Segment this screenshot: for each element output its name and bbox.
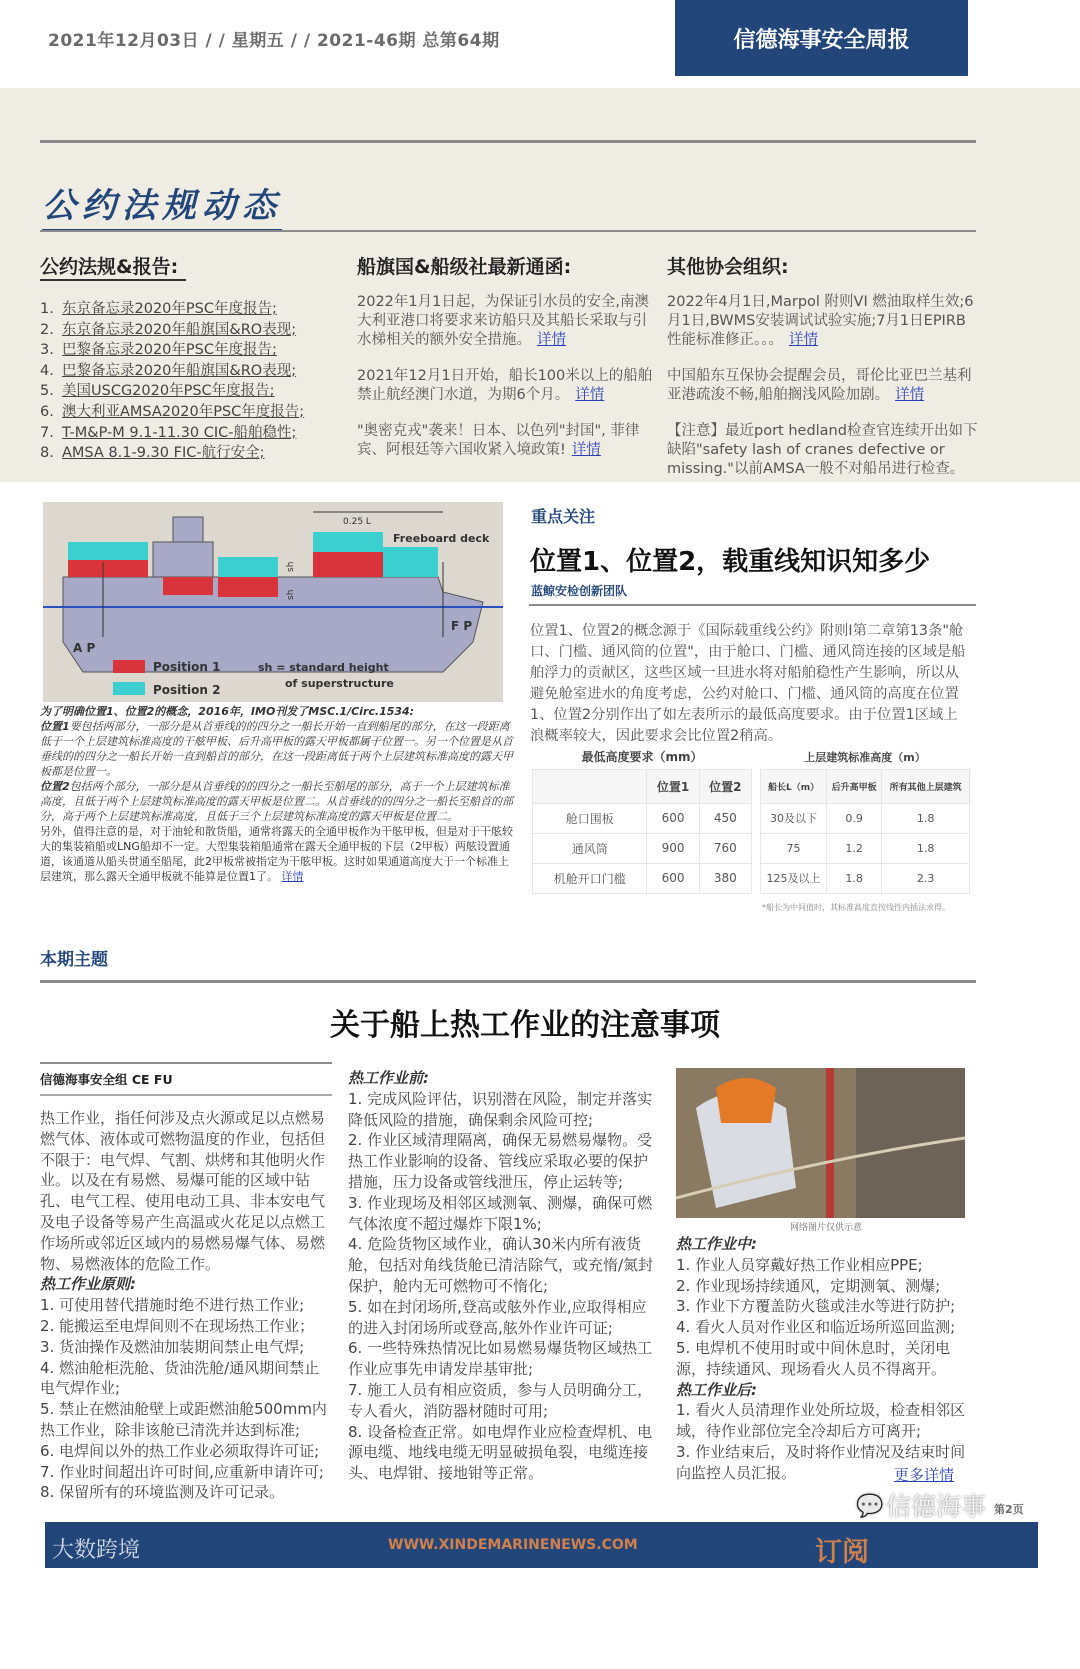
regulation-link[interactable]: 东京备忘录2020年船旗国&RO表现; <box>62 321 297 338</box>
principles-item: 5. 禁止在燃油舱壁上或距燃油舱500mm内热工作业，除非该舱已清洗并达到标准; <box>40 1400 327 1439</box>
regulation-link[interactable]: 巴黎备忘录2020年船旗国&RO表现; <box>62 362 297 379</box>
details-link[interactable]: 详情 <box>895 387 925 403</box>
legend-swatch-p1 <box>113 660 145 673</box>
table-cell: 450 <box>699 803 751 833</box>
table-cell: 380 <box>699 863 751 893</box>
table-cell: 30及以下 <box>761 803 827 833</box>
regulation-item <box>40 361 304 382</box>
theme-column-1 <box>40 1108 330 1503</box>
regulation-item <box>40 320 304 341</box>
col1-heading: 公约法规&报告: <box>40 252 186 281</box>
principles-item: 4. 燃油舱柜洗舱、货油洗舱/通风期间禁止电气焊作业; <box>40 1358 320 1398</box>
details-link[interactable]: 详情 <box>571 442 601 458</box>
item-number: 6. <box>40 403 54 420</box>
legend-position-1: Position 1 <box>153 660 221 674</box>
divider <box>40 1094 332 1096</box>
details-link[interactable]: 详情 <box>789 332 818 348</box>
position-2-area <box>68 542 148 560</box>
position-1-area <box>68 560 148 577</box>
regulation-link[interactable]: 澳大利亚AMSA2020年PSC年度报告; <box>62 403 305 420</box>
principles-item: 6. 电焊间以外的热工作业必须取得许可证; <box>40 1441 320 1460</box>
during-item: 5. 电焊机不使用时或中间休息时，关闭电源，持续通风、现场看火人员不得离开。 <box>676 1338 951 1378</box>
principles-item: 3. 货油操作及燃油加装期间禁止电气焊; <box>40 1337 305 1356</box>
table-row <box>533 863 752 893</box>
table-header: 所有其他上层建筑 <box>882 769 970 803</box>
caption-lead: 位置1 <box>40 720 70 733</box>
theme-column-2 <box>348 1068 660 1484</box>
table-cell: 125及以上 <box>761 863 827 893</box>
table-title: 最低高度要求（mm） <box>533 745 752 769</box>
table-row <box>761 863 970 893</box>
association-news <box>667 293 979 496</box>
regulation-item <box>40 443 304 464</box>
table-cell: 舱口围板 <box>533 803 647 833</box>
table-cell: 通风筒 <box>533 833 647 863</box>
subscribe-link[interactable]: 订阅 <box>815 1537 869 1568</box>
before-item: 2. 作业区域清理隔离，确保无易燃易爆物。受热工作业影响的设备、管线应采取必要的保护措施，压力设备或管线泄压，停止运转等; <box>348 1131 653 1191</box>
principles-list <box>40 1295 330 1503</box>
news-item <box>357 367 657 405</box>
issue-date-line: 2021年12月03日 / / 星期五 / / 2021-46期 总第64期 <box>48 31 500 51</box>
intro-text: 热工作业，指任何涉及点火源或足以点燃易燃气体、液体或可燃物温度的作业，包括但不限于：电气焊、气割、烘烤和其他明火作业。以及在有易燃、易爆可能的区域中钻孔、电气工程、使用电动工具、非本安电气及电子设备等易产生高温或火花足以点燃工作场所或邻近区域内的易燃易爆气体、易燃物、易燃液体的危险工作。 <box>40 1109 326 1273</box>
before-item: 7. 施工人员有相应资质，参与人员明确分工，专人看火，消防器材随时可用; <box>348 1380 653 1420</box>
item-number: 7. <box>40 424 54 441</box>
table-header: 位置1 <box>647 769 699 803</box>
before-item: 3. 作业现场及相邻区域测氧、测爆，确保可燃气体浓度不超过爆炸下限1%; <box>348 1193 653 1233</box>
divider <box>40 980 976 983</box>
item-number: 2. <box>40 321 54 338</box>
before-item: 4. 危险货物区域作业，确认30米内所有液货舱，包括对角线货舱已清洁除气，或充惰/氮封保护，舱内无可燃物可不惰化; <box>348 1235 654 1295</box>
table-header: 位置2 <box>699 769 751 803</box>
principles-item: 7. 作业时间超出许可时间,应重新申请许可; <box>40 1462 324 1481</box>
table-cell: 900 <box>647 833 699 863</box>
table-row <box>761 803 970 833</box>
superstructure-height-table <box>760 745 970 894</box>
divider <box>529 604 976 606</box>
before-item: 8. 设备检查正常。如电焊作业应检查焊机、电源电缆、地线电缆无明显破损龟裂，电缆连接头、电焊钳、接地钳等正常。 <box>348 1422 653 1483</box>
sh-definition: sh = standard height <box>258 661 389 674</box>
divider <box>40 140 976 143</box>
caption-details-link[interactable]: 详情 <box>281 870 304 883</box>
newsletter-title: 信德海事安全周报 <box>675 0 968 76</box>
theme-author: 信德海事安全组 CE FU <box>40 1072 173 1087</box>
item-number: 3. <box>40 342 54 359</box>
sh-definition-2: of superstructure <box>285 677 394 690</box>
regulations-list <box>40 299 304 464</box>
regulation-link[interactable]: T-M&P-M 9.1-11.30 CIC-船舶稳性; <box>62 424 297 441</box>
flag-state-news <box>357 293 657 477</box>
caption-text: 包括两个部分，一部分是从首垂线的的四分之一船长至船尾的部分，高于一个上层建筑标准高度，且低于两个上层建筑标准高度的露天甲板是位置二。从首垂线的的四分之一船长至船首的部分，高于两个上层建筑标准高度，且低于三个上层建筑标准高度的露天甲板是位置二。 <box>40 780 513 823</box>
during-list <box>676 1255 976 1380</box>
during-item: 1. 作业人员穿戴好热工作业相应PPE; <box>676 1255 923 1274</box>
regulation-link[interactable]: AMSA 8.1-9.30 FIC-航行安全; <box>62 445 265 462</box>
table-cell: 2.3 <box>882 863 970 893</box>
sh-label: sh <box>286 561 296 572</box>
after-item: 3. 作业结束后，及时将作业情况及结束时间向监控人员汇报。 <box>676 1442 966 1482</box>
photo-caption: 网络图片仅供示意 <box>790 1223 863 1233</box>
feature-body: 位置1、位置2的概念源于《国际载重线公约》附则I第二章第13条"舱口、门槛、通风筒的位置"，由于舱口、门槛、通风筒连接的区域是船舶浮力的贡献区，这些区域一旦进水将对船舶稳性产生影响，所以从避免舱室进水的角度考虑，公约对舱口、门槛、通风筒的高度在位置1、位置2分别作出了如左表所示的最低高度要求。由于位置1区域上浪概率较大，因此要求会比位置2稍高。 <box>530 623 966 744</box>
divider <box>40 1062 332 1064</box>
news-item <box>667 367 979 405</box>
regulation-item <box>40 340 304 361</box>
news-item <box>357 422 657 460</box>
before-list <box>348 1089 660 1484</box>
table-header <box>533 769 647 803</box>
before-item: 6. 一些特殊热情况比如易燃易爆货物区域热工作业应事先申请发岸基审批; <box>348 1339 653 1379</box>
table-cell: 75 <box>761 833 827 863</box>
table-cell: 600 <box>647 863 699 893</box>
table-row <box>533 833 752 863</box>
news-text: 【注意】最近port hedland检查官连续开出如下缺陷"safety lash of cranes defective or missing."以前AMSA一般不对船吊进行检查。 <box>667 423 978 477</box>
feature-author: 蓝鲸安检创新团队 <box>531 584 628 598</box>
quarter-length-label: 0.25 L <box>343 517 371 527</box>
table-cell: 1.8 <box>882 833 970 863</box>
table-cell: 600 <box>647 803 699 833</box>
before-heading: 热工作业前: <box>348 1069 429 1087</box>
news-text: 2022年4月1日,Marpol 附则VI 燃油取样生效;6月1日,BWMS安装调试试验实施;7月1日EPIRB性能标准修正。。。 <box>667 294 974 348</box>
during-item: 4. 看火人员对作业区和临近场所巡回监测; <box>676 1318 956 1337</box>
regulation-item <box>40 299 304 320</box>
news-text: 2022年1月1日起，为保证引水员的安全,南澳大利亚港口将要求来访船只及其船长采取与引水梯相关的额外安全措施。 <box>357 294 649 348</box>
principles-item: 8. 保留所有的环境监测及许可记录。 <box>40 1483 285 1502</box>
regulation-link[interactable]: 美国USCG2020年PSC年度报告; <box>62 383 275 400</box>
table-row <box>533 803 752 833</box>
divider <box>40 230 976 232</box>
col2-heading: 船旗国&船级社最新通函: <box>357 256 572 278</box>
fp-label: F P <box>451 619 473 633</box>
table-cell: 1.8 <box>882 803 970 833</box>
item-number: 5. <box>40 383 54 400</box>
ap-label: A P <box>73 641 96 655</box>
col3-heading: 其他协会组织: <box>667 256 789 278</box>
diagram-caption <box>40 704 516 884</box>
caption-text: 要包括两部分，一部分是从首垂线的的四分之一船长开始一直到船尾的部分，在这一段距离低于一个上层建筑标准高度的干舷甲板、后升高甲板的露天甲板都属于位置一。另一个位置是从首垂线的的四分之一船长开始一直到船首的部分，在这一段距离低于两个上层建筑标准高度的露天甲板都是位置一。 <box>40 720 513 778</box>
load-line-diagram <box>43 502 503 702</box>
feature-title: 位置1、位置2，载重线知识知多少 <box>530 547 931 577</box>
more-details-link[interactable]: 更多详情 <box>894 1466 955 1484</box>
before-item: 5. 如在封闭场所,登高或舷外作业,应取得相应的进入封闭场所或登高,舷外作业许可证; <box>348 1297 647 1337</box>
item-number: 1. <box>40 301 54 317</box>
watermark-left: 大数跨境 <box>52 1538 141 1563</box>
item-number: 4. <box>40 362 54 379</box>
website-link[interactable]: WWW.XINDEMARINENEWS.COM <box>388 1537 638 1553</box>
table-cell: 1.8 <box>827 863 882 893</box>
theme-column-3 <box>676 1234 976 1484</box>
principles-item: 1. 可使用替代措施时绝不进行热工作业; <box>40 1296 305 1315</box>
section-title: 公约法规动态 <box>42 178 282 231</box>
regulation-item <box>40 423 304 444</box>
table-cell: 1.2 <box>827 833 882 863</box>
feature-kicker: 重点关注 <box>531 507 596 526</box>
details-link[interactable]: 详情 <box>575 387 605 403</box>
welding-photo <box>676 1068 965 1218</box>
principles-heading: 热工作业原则: <box>40 1275 136 1294</box>
min-height-table <box>532 745 752 894</box>
page-number: 第2页 <box>994 1503 1024 1516</box>
regulation-item <box>40 381 304 402</box>
caption-text: 另外，值得注意的是，对于油轮和散货船，通常将露天的全通甲板作为干舷甲板，但是对于干舷较大的集装箱船或LNG船却不一定。大型集装箱船通常在露天全通甲板的下层（2甲板）两舷设置通道，该通道从船头贯通至船尾，此2甲板常被指定为干舷甲板。这时如果通道高度大于一个标准上层建筑，那么露天全通甲板就不能算是位置1了。 <box>40 825 513 883</box>
during-item: 3. 作业下方覆盖防火毯或洼水等进行防护; <box>676 1297 956 1316</box>
item-number: 8. <box>40 445 54 462</box>
watermark-logo-icon: ᕙ∞ <box>10 1536 39 1557</box>
table-header: 船长L（m） <box>761 769 827 803</box>
legend-swatch-p2 <box>113 682 145 695</box>
news-text: 2021年12月1日开始，船长100米以上的船舶禁止航经澳门水道，为期6个月。 <box>357 368 653 403</box>
after-item: 1. 看火人员清理作业处所垃圾，检查相邻区域，待作业部位完全冷却后方可离开; <box>676 1401 966 1441</box>
news-text: "奥密克戎"袭来！日本、以色列"封国", 菲律宾、阿根廷等六国收紧入境政策! <box>357 423 640 458</box>
theme-kicker: 本期主题 <box>40 950 108 970</box>
regulation-link[interactable]: 东京备忘录2020年PSC年度报告; <box>62 301 277 317</box>
caption-lead: 位置2 <box>40 780 70 793</box>
news-text: 中国船东互保协会提醒会员，哥伦比亚巴兰基利亚港疏浚不畅,船舶搁浅风险加剧。 <box>667 368 972 403</box>
during-item: 2. 作业现场持续通风，定期测氧、测爆; <box>676 1276 941 1295</box>
after-heading: 热工作业后: <box>676 1380 757 1399</box>
table-footnote: *船长为中间值时，其标准高度直按线性内插法求得。 <box>762 903 950 912</box>
table-cell: 760 <box>699 833 751 863</box>
watermark-right: 信德海事 <box>886 1492 987 1521</box>
details-link[interactable]: 详情 <box>537 332 566 348</box>
news-item <box>667 293 979 350</box>
table-title: 上层建筑标准高度（m） <box>761 745 970 769</box>
table-cell: 0.9 <box>827 803 882 833</box>
caption-title: 为了明确位置1、位置2的概念，2016年，IMO刊发了MSC.1/Circ.1534: <box>40 705 415 718</box>
before-item: 1. 完成风险评估，识别潜在风险，制定并落实降低风险的措施，确保剩余风险可控; <box>348 1089 653 1129</box>
regulation-link[interactable]: 巴黎备忘录2020年PSC年度报告; <box>62 342 277 359</box>
regulation-item <box>40 402 304 423</box>
sh-label: sh <box>286 589 296 600</box>
news-item <box>357 293 657 350</box>
legend-position-2: Position 2 <box>153 683 221 697</box>
theme-title: 关于船上热工作业的注意事项 <box>330 1008 720 1043</box>
news-item <box>667 422 979 479</box>
table-cell: 机舱开口门槛 <box>533 863 647 893</box>
wechat-icon: 💬 <box>856 1494 884 1519</box>
freeboard-deck-label: Freeboard deck <box>393 532 490 545</box>
table-header: 后升高甲板 <box>827 769 882 803</box>
table-row <box>761 833 970 863</box>
principles-item: 2. 能搬运至电焊间则不在现场热工作业； <box>40 1316 315 1335</box>
during-heading: 热工作业中: <box>676 1235 757 1253</box>
